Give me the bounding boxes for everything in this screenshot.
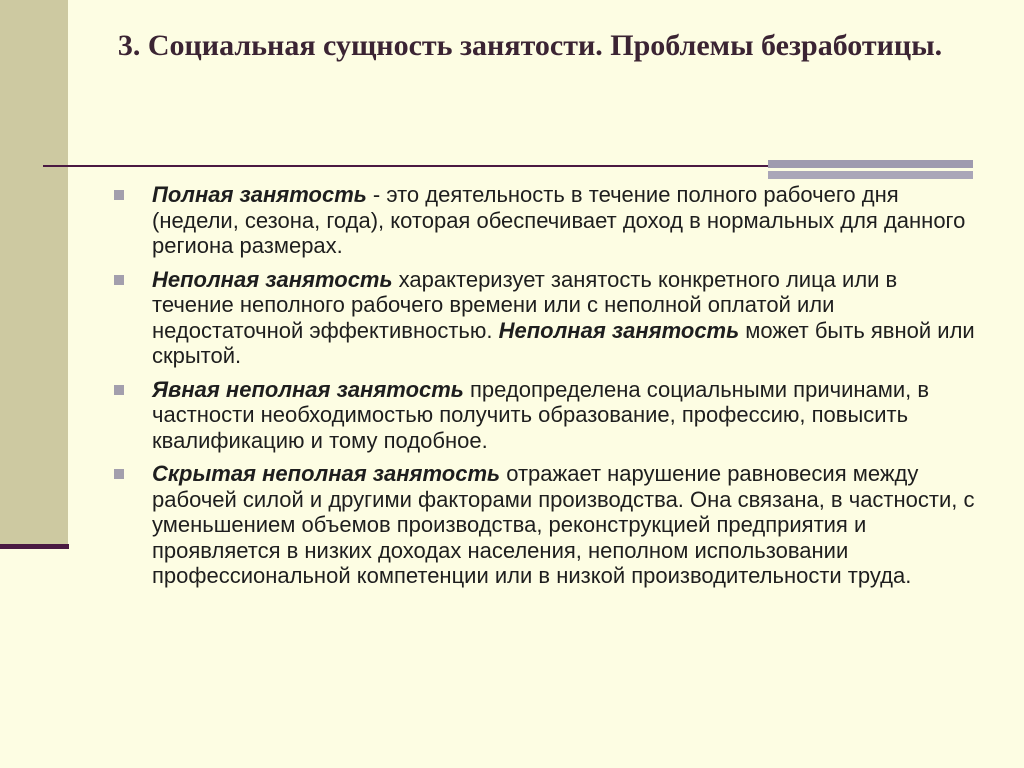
bullet-item-hidden-partial-employment	[112, 461, 982, 589]
bullet-item-explicit-partial-employment	[112, 377, 982, 454]
bullet-list	[112, 182, 982, 597]
bullet-term: Скрытая неполная занятость	[152, 461, 501, 486]
bullet-text: предопределена социальными причинами, в частности необходимостью получить образование, профессию, повысить квалификацию и тому подобное.	[152, 376, 930, 453]
left-decorative-bar	[0, 0, 68, 548]
title-divider-accent-bottom	[768, 171, 973, 179]
slide-title: 3. Социальная сущность занятости. Проблемы безработицы.	[117, 29, 943, 62]
square-bullet-icon	[114, 385, 124, 395]
bullet-term: Полная занятость	[152, 182, 367, 207]
bullet-item-full-employment	[112, 182, 982, 259]
bullet-text: отражает нарушение равновесия между рабочей силой и другими факторами производства. Она связана, в частности, с уменьшением объемов производства, реконструкцией предприятия и проявляется в низких доходах населения, неполном использовании профессиональной компетенции или в низкой производительности труда.	[152, 461, 975, 588]
bullet-term: Явная неполная занятость	[152, 376, 464, 402]
square-bullet-icon	[114, 469, 124, 479]
title-divider-line	[43, 165, 771, 167]
title-divider-accent-top	[768, 160, 973, 168]
bullet-item-partial-employment	[112, 267, 982, 369]
bullet-text-secondary: может быть явной или скрытой.	[152, 317, 975, 368]
bullet-text: - это деятельность в течение полного рабочего дня (недели, сезона, года), которая обеспечивает доход в нормальных для данного региона размерах.	[152, 182, 966, 258]
square-bullet-icon	[114, 190, 124, 200]
bullet-term-secondary: Неполная занятость	[498, 317, 740, 343]
left-bar-accent-line	[0, 544, 69, 549]
square-bullet-icon	[114, 275, 124, 285]
bullet-text: характеризует занятость конкретного лица или в течение неполного рабочего времени или с неполной оплатой или недостаточной эффективностью.	[152, 266, 898, 343]
bullet-term: Неполная занятость	[152, 266, 393, 292]
